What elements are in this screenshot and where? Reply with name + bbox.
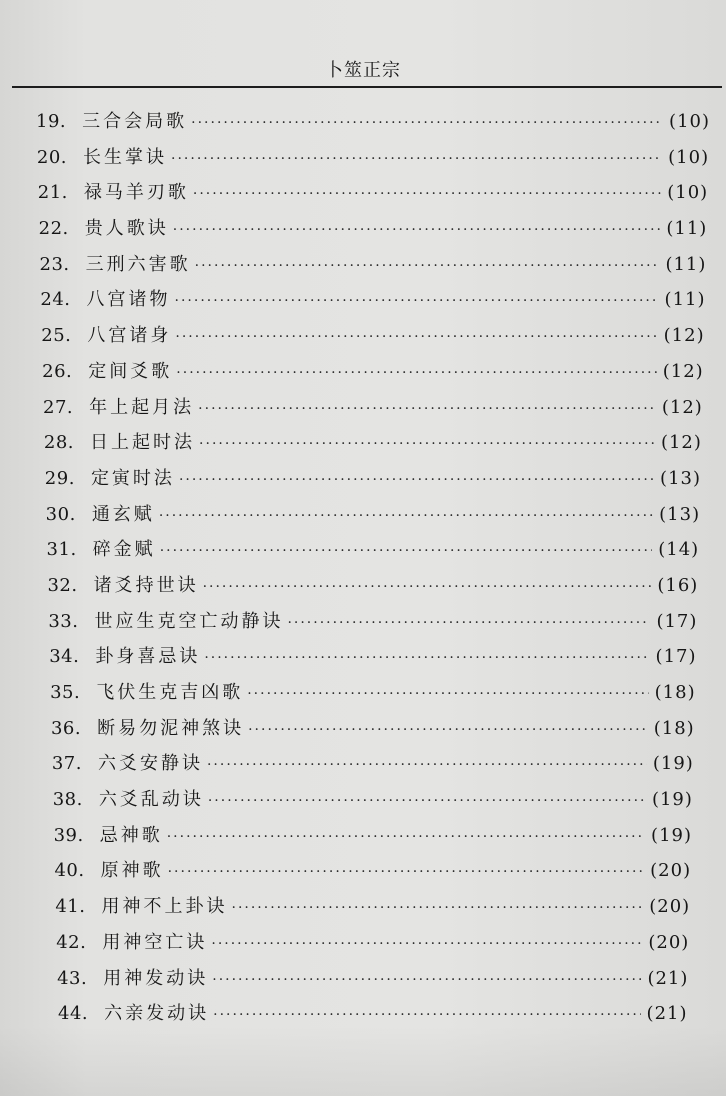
toc-entry-title: 禄马羊刃歌 [83, 182, 189, 204]
toc-entry-number: 25. [41, 325, 72, 347]
leader-dots [173, 222, 661, 238]
toc-entry-title: 卦身喜忌诀 [95, 646, 201, 668]
toc-entry-number: 32. [47, 574, 78, 596]
toc-entry [0, 571, 726, 607]
toc-entry-title: 用神发动诀 [103, 967, 209, 989]
leader-dots [208, 793, 646, 809]
toc-entry-title: 断易勿泥神煞诀 [97, 717, 245, 739]
toc-entry-number: 29. [44, 467, 75, 489]
toc-entry-page: (18) [653, 717, 695, 739]
toc-entry [0, 500, 726, 536]
toc-entry [0, 714, 726, 750]
toc-entry-page: (14) [658, 539, 700, 561]
toc-entry-title: 八宫诸身 [87, 325, 172, 347]
toc-entry-number: 23. [39, 253, 70, 275]
toc-entry-number: 24. [40, 289, 71, 311]
leader-dots [175, 329, 657, 345]
toc-entry [0, 642, 726, 678]
toc-entry-page: (10) [667, 182, 709, 204]
toc-entry [0, 250, 726, 286]
toc-entry-page: (11) [665, 253, 707, 275]
toc-entry [0, 214, 726, 250]
leader-dots [193, 186, 661, 202]
toc-entry [0, 107, 726, 143]
toc-entry [0, 999, 726, 1035]
leader-dots [168, 864, 645, 880]
toc-entry-title: 六亲发动诀 [104, 1003, 210, 1025]
toc-entry [0, 393, 726, 429]
toc-entry-page: (20) [650, 860, 692, 882]
table-of-contents [0, 107, 726, 1035]
toc-entry-page: (20) [649, 896, 691, 918]
toc-entry [0, 607, 726, 643]
toc-entry-number: 33. [48, 610, 79, 632]
toc-entry-number: 27. [43, 396, 74, 418]
toc-entry-title: 八宫诸物 [86, 289, 171, 311]
toc-entry [0, 143, 726, 179]
leader-dots [199, 436, 655, 452]
toc-entry [0, 749, 726, 785]
toc-entry-number: 31. [46, 539, 77, 561]
leader-dots [211, 936, 642, 952]
toc-entry-page: (21) [647, 967, 689, 989]
toc-entry-title: 长生掌诀 [83, 146, 168, 168]
leader-dots [248, 722, 648, 738]
leader-dots [213, 1007, 640, 1023]
toc-entry-title: 六爻乱动诀 [98, 789, 204, 811]
toc-entry-number: 44. [58, 1003, 89, 1025]
toc-entry-number: 22. [38, 218, 69, 240]
toc-entry-number: 26. [42, 360, 73, 382]
toc-entry [0, 357, 726, 393]
toc-entry-title: 原神歌 [100, 860, 164, 882]
toc-entry-title: 三合会局歌 [82, 111, 188, 132]
toc-entry-title: 忌神歌 [99, 824, 163, 846]
toc-entry [0, 464, 726, 500]
leader-dots [232, 900, 644, 916]
toc-entry-title: 日上起时法 [90, 432, 196, 454]
toc-entry-page: (11) [664, 289, 706, 311]
leader-dots [159, 508, 653, 524]
toc-entry [0, 892, 726, 928]
toc-entry-number: 28. [43, 432, 75, 454]
toc-entry [0, 785, 726, 821]
leader-dots [175, 293, 659, 309]
toc-entry-number: 38. [52, 789, 83, 811]
toc-entry-title: 世应生克空亡动静诀 [94, 610, 284, 632]
toc-entry [0, 321, 726, 357]
leader-dots [247, 686, 648, 702]
toc-entry-page: (17) [655, 646, 697, 668]
toc-entry-number: 41. [55, 896, 86, 918]
leader-dots [204, 650, 649, 666]
leader-dots [203, 579, 652, 595]
leader-dots [179, 472, 654, 488]
toc-entry-number: 42. [56, 931, 87, 953]
leader-dots [171, 151, 662, 167]
leader-dots [195, 258, 660, 274]
toc-entry-number: 21. [37, 182, 68, 204]
toc-entry-number: 37. [51, 753, 82, 775]
toc-entry-number: 34. [49, 646, 80, 668]
toc-entry-page: (17) [656, 610, 698, 632]
leader-dots [176, 365, 656, 381]
header-rule [12, 86, 722, 88]
toc-entry-title: 定寅时法 [90, 467, 175, 489]
toc-entry-number: 30. [45, 503, 76, 525]
toc-entry-page: (12) [660, 432, 702, 454]
toc-entry-number: 20. [36, 146, 68, 168]
toc-entry-title: 用神空亡诀 [102, 931, 208, 953]
leader-dots [191, 115, 663, 131]
toc-entry-page: (19) [651, 789, 693, 811]
toc-entry [0, 535, 726, 571]
toc-entry-title: 六爻安静诀 [97, 753, 203, 775]
toc-entry-title: 通玄赋 [91, 503, 155, 525]
toc-entry-title: 碎金赋 [92, 539, 156, 561]
toc-entry-page: (19) [651, 824, 692, 846]
toc-entry-page: (13) [659, 503, 701, 525]
toc-entry-page: (12) [663, 325, 705, 347]
leader-dots [167, 829, 645, 845]
toc-entry [0, 678, 726, 714]
toc-entry [0, 856, 726, 892]
toc-entry-title: 飞伏生克吉凶歌 [96, 682, 244, 703]
toc-entry [0, 178, 726, 214]
toc-entry [0, 964, 726, 1000]
toc-entry-page: (13) [660, 467, 701, 489]
toc-entry-title: 三刑六害歌 [85, 253, 191, 275]
leader-dots [160, 543, 653, 559]
leader-dots [287, 615, 650, 631]
toc-entry-number: 43. [57, 967, 88, 989]
toc-entry-page: (12) [662, 360, 704, 382]
running-header: 卜筮正宗 [325, 60, 401, 81]
toc-entry-page: (12) [661, 396, 703, 418]
toc-entry-page: (20) [648, 931, 690, 953]
toc-entry [0, 821, 726, 857]
toc-entry-title: 用神不上卦诀 [101, 896, 228, 918]
toc-entry-title: 定间爻歌 [88, 360, 173, 382]
toc-entry-page: (11) [666, 218, 708, 240]
toc-entry-title: 诸爻持世诀 [93, 574, 199, 596]
toc-entry-page: (21) [646, 1003, 688, 1025]
toc-entry [0, 285, 726, 321]
toc-entry-page: (16) [657, 574, 699, 596]
leader-dots [212, 972, 641, 988]
toc-entry-title: 年上起月法 [89, 396, 195, 418]
toc-entry-number: 19. [36, 111, 67, 132]
leader-dots [198, 401, 656, 417]
toc-entry-number: 36. [50, 717, 82, 739]
toc-entry-page: (19) [652, 753, 694, 775]
toc-entry-title: 贵人歌诀 [84, 218, 169, 240]
toc-entry-page: (10) [669, 111, 710, 132]
toc-entry [0, 428, 726, 464]
toc-entry-page: (10) [668, 146, 710, 168]
toc-entry-number: 40. [54, 860, 85, 882]
toc-entry [0, 928, 726, 964]
leader-dots [207, 757, 647, 773]
toc-entry-page: (18) [654, 682, 696, 703]
toc-entry-number: 35. [50, 682, 81, 703]
toc-entry-number: 39. [53, 824, 84, 846]
